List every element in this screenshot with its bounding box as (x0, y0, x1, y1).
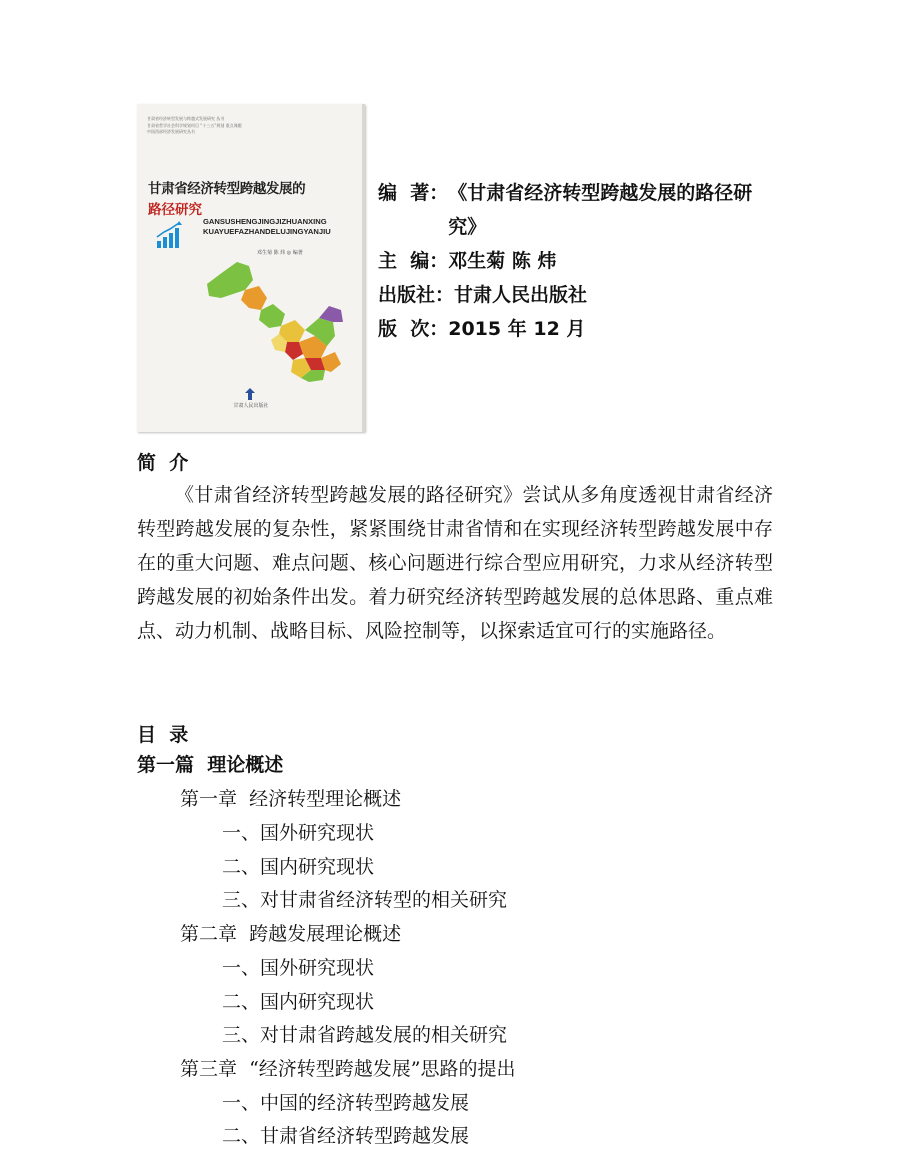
toc-section: 一、中国的经济转型跨越发展 (222, 1092, 470, 1114)
publisher-logo-icon (243, 387, 257, 401)
cover-pinyin (203, 217, 331, 237)
intro-body: 《甘肃省经济转型跨越发展的路径研究》尝试从多角度透视甘肃省经济转型跨越发展的复杂性，紧紧围绕甘肃省情和在实现经济转型跨越发展中存在的重大问题、难点问题、核心问题进行综合型应用研究，力求从经济转型跨越发展的初始条件出发。着力研究经济转型跨越发展的总体思路、重点难点、动力机制、战略目标、风险控制等，以探索适宜可行的实施路径。 (137, 484, 773, 642)
cover-publisher: 甘肃人民出版社 (233, 403, 269, 409)
toc-section: 一、国外研究现状 (222, 957, 375, 979)
toc-section: 二、国内研究现状 (222, 991, 375, 1013)
info-value: 2015 年 12 月 (448, 318, 586, 340)
toc-chapter-1: 第一章 经济转型理论概述 (180, 788, 402, 810)
cover-title-line1: 甘肃省经济转型跨越发展的 (148, 181, 306, 197)
toc-section: 一、国外研究现状 (222, 822, 375, 844)
info-label: 出版社： (378, 284, 455, 306)
cover-series-line: 中国西部经济发展研究丛书 (147, 129, 195, 134)
intro-heading: 简 介 (137, 452, 189, 474)
cover-authors: 邓生菊 陈 炜 ◎ 编著 (257, 250, 303, 256)
toc-section: 三、对甘肃省经济转型的相关研究 (222, 889, 508, 911)
cover-series-line: 甘肃省经济转型发展与跨越式发展研究 丛书 (147, 116, 225, 121)
cover-pinyin-line: KUAYUEFAZHANDELUJINGYANJIU (203, 227, 331, 236)
gansu-province-map (201, 254, 351, 384)
info-row-edition (378, 312, 778, 346)
info-value: 《甘肃省经济转型跨越发展的路径研究》 (448, 182, 753, 238)
toc-chapter-3: 第三章 “经济转型跨越发展”思路的提出 (180, 1058, 516, 1080)
info-row-editor (378, 176, 778, 244)
info-label: 版 次： (378, 318, 449, 340)
toc-section: 二、国内研究现状 (222, 856, 375, 878)
cover-title-line2: 路径研究 (148, 202, 202, 218)
toc-chapter-2: 第二章 跨越发展理论概述 (180, 923, 402, 945)
info-value: 邓生菊 陈 炜 (448, 250, 557, 272)
toc-section: 二、甘肃省经济转型跨越发展 (222, 1125, 470, 1147)
book-info (378, 176, 778, 346)
info-row-chief-editor (378, 244, 778, 278)
info-label: 编 著： (378, 182, 449, 204)
toc-heading: 目 录 (137, 724, 189, 746)
cover-series-text (147, 116, 322, 136)
bar-chart-arrow-icon (155, 220, 185, 250)
book-cover (137, 104, 365, 432)
toc-section: 三、对甘肃省跨越发展的相关研究 (222, 1024, 508, 1046)
toc-part-1: 第一篇 理论概述 (137, 754, 284, 776)
info-label: 主 编： (378, 250, 449, 272)
cover-series-line: 甘肃省哲学社会科学规划项目 “十三五”规划 重点课题 (147, 122, 242, 128)
info-value: 甘肃人民出版社 (454, 284, 588, 306)
info-row-publisher (378, 278, 778, 312)
cover-pinyin-line: GANSUSHENGJINGJIZHUANXING (203, 217, 327, 226)
